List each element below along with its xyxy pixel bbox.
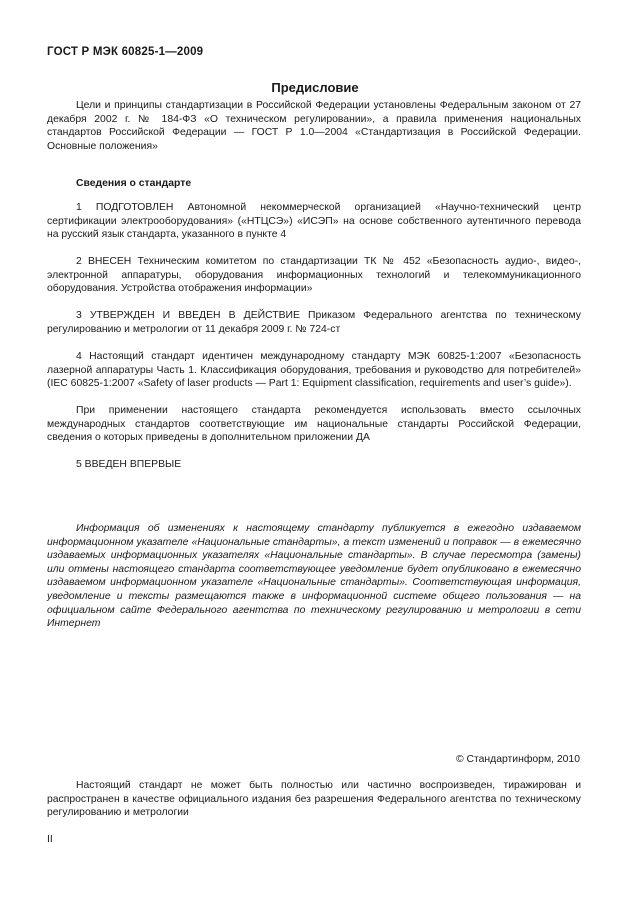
- info-heading: Сведения о стандарте: [76, 178, 192, 189]
- item-1-prepared: 1 ПОДГОТОВЛЕН Автономной некоммерческой организацией «Научно-технический центр сертификации электрооборудования» («НТЦСЭ») «ИСЭП» на основе собственного аутентичного перевода на русский язык стандарта, указанного в пункте 4: [47, 202, 581, 241]
- rights-notice: Настоящий стандарт не может быть полностью или частично воспроизведен, тиражирован и распространен в качестве официального издания без разрешения Федерального агентства по техническому регулированию и метрологии: [47, 780, 581, 819]
- page-number: II: [47, 834, 53, 845]
- changes-notice: Информация об изменениях к настоящему стандарту публикуется в ежегодно издаваемом информационном указателе «Национальные стандарты», а текст изменений и поправок — в ежемесячно издаваемых информационных указателях «Национальные стандарты». В случае пересмотра (замены) или отмены настоящего стандарта соответствующее уведомление будет опубликовано в ежемесячно издаваемом информационном указателе «Национальные стандарты». Соответствующая информация, уведомление и тексты размещаются также в информационной системе общего пользования — на официальном сайте Федерального агентства по техническому регулированию и метрологии в сети Интернет: [47, 523, 581, 630]
- item-3-approved: 3 УТВЕРЖДЕН И ВВЕДЕН В ДЕЙСТВИЕ Приказом Федерального агентства по техническому регулированию и метрологии от 11 декабря 2009 г. № 724-ст: [47, 310, 581, 335]
- item-4-note: При применении настоящего стандарта рекомендуется использовать вместо ссылочных международных стандартов соответствующие им национальные стандарты Российской Федерации, сведения о которых приведены в дополнительном приложении ДА: [47, 405, 581, 444]
- copyright-notice: © Стандартинформ, 2010: [455, 754, 580, 765]
- document-header: ГОСТ Р МЭК 60825-1—2009: [47, 46, 204, 58]
- item-4-identical: 4 Настоящий стандарт идентичен международному стандарту МЭК 60825-1:2007 «Безопасность лазерной аппаратуры Часть 1. Классификация оборудования, требования и руководство для потребителей» (IEC 60825-1:2007 «Safety of laser products — Part 1: Equipment classification, requirements and user’s guide»).: [47, 351, 581, 390]
- intro-paragraph: Цели и принципы стандартизации в Российской Федерации установлены Федеральным законом от 27 декабря 2002 г. № 184-ФЗ «О техническом регулировании», а правила применения национальных стандартов Российской Федерации — ГОСТ Р 1.0—2004 «Стандартизация в Российской Федерации. Основные положения»: [47, 100, 581, 152]
- item-5-first-introduced: 5 ВВЕДЕН ВПЕРВЫЕ: [76, 459, 182, 470]
- item-2-introduced: 2 ВНЕСЕН Техническим комитетом по стандартизации ТК № 452 «Безопасность аудио-, видео-, электронной аппаратуры, оборудования информационных технологий и телекоммуникационного оборудования. Устройства отображения информации»: [47, 256, 581, 295]
- page-title: Предисловие: [271, 80, 359, 95]
